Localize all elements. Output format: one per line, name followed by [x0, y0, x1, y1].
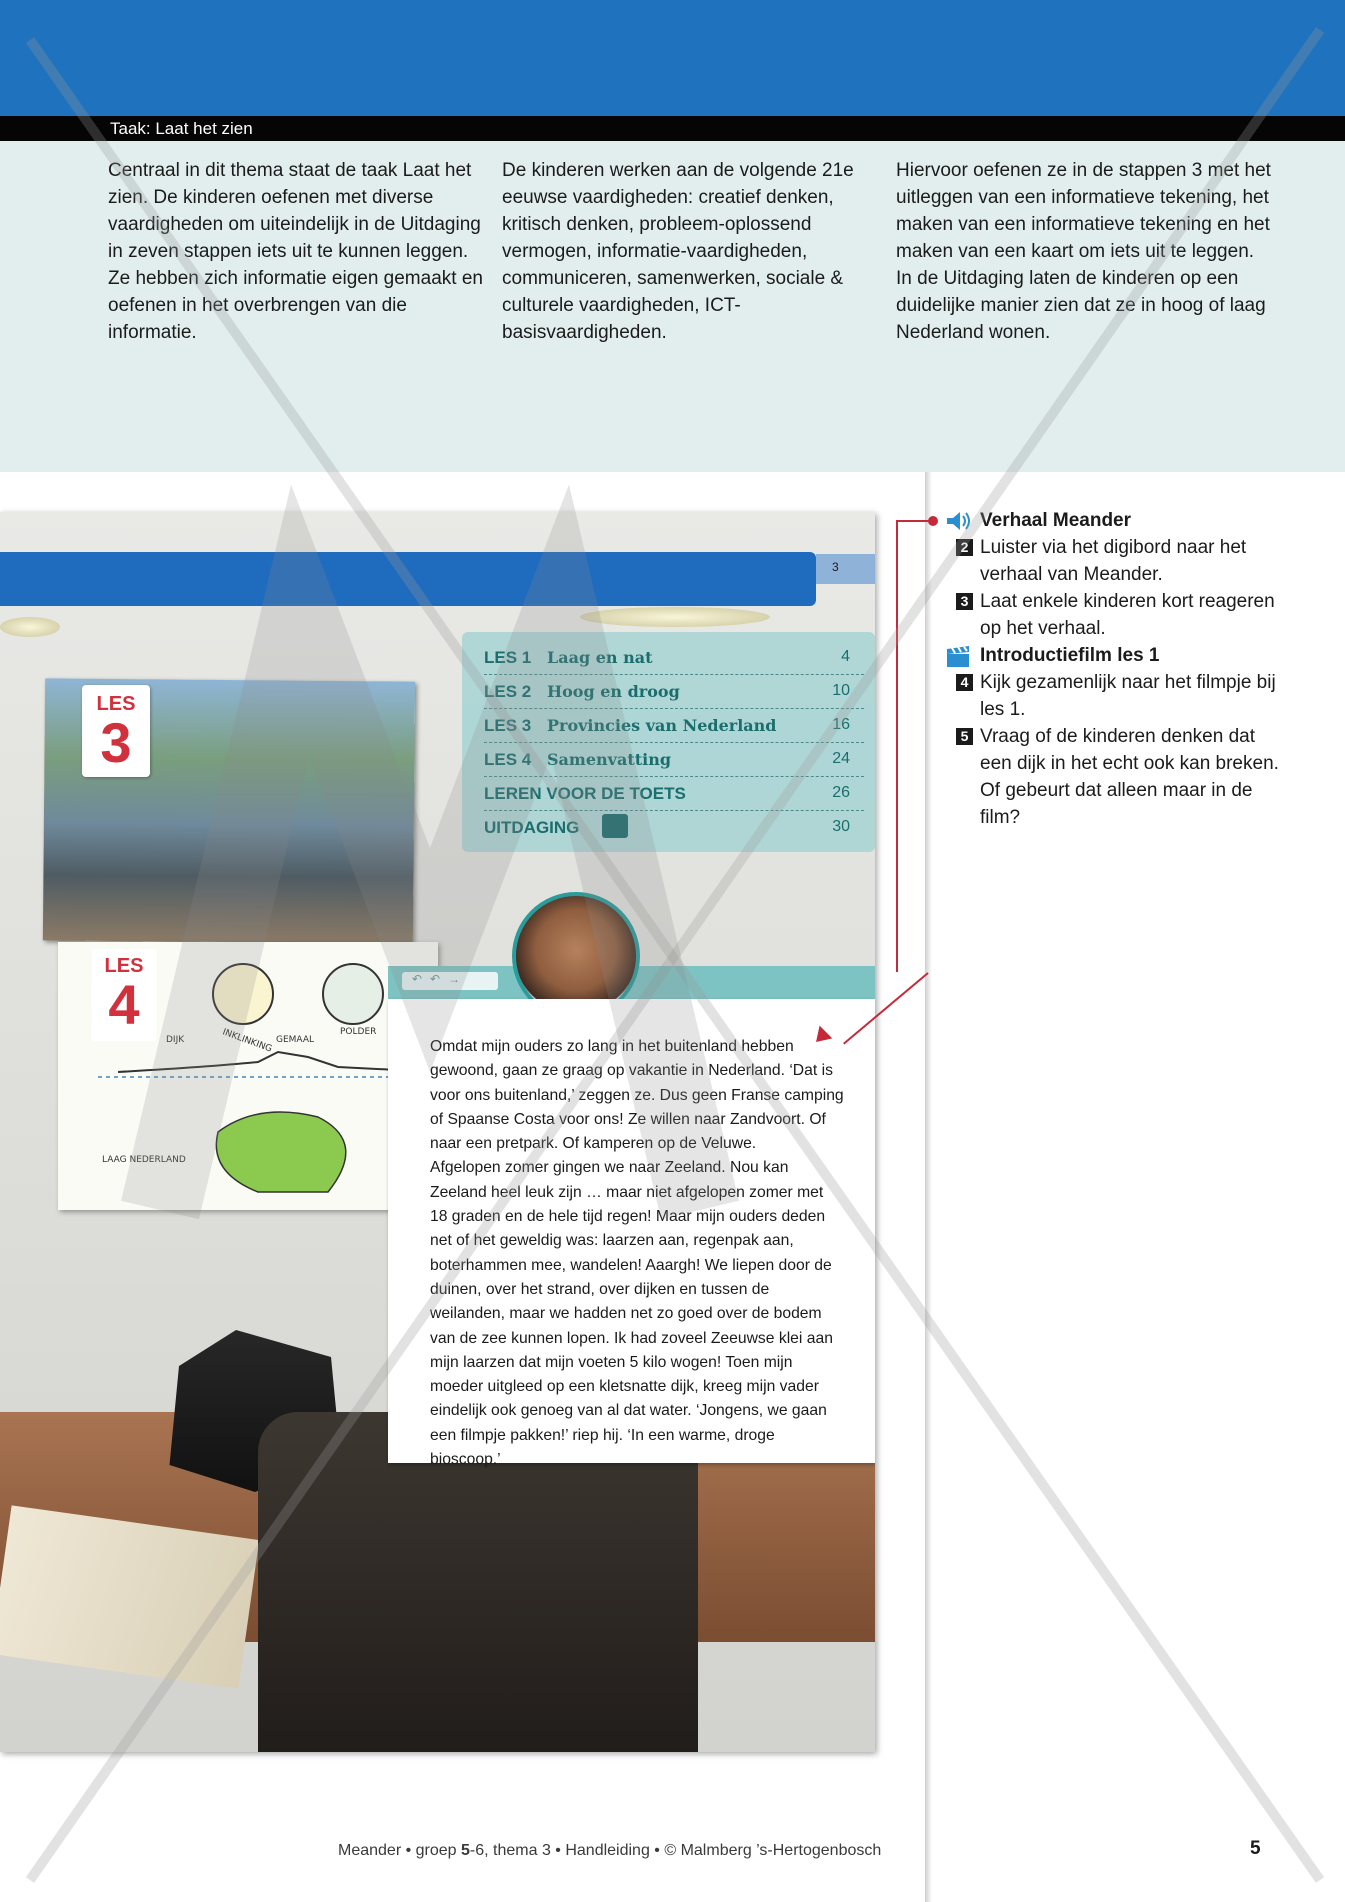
les3-card-number: 3: [100, 711, 132, 774]
toc-row[interactable]: [484, 640, 864, 675]
les4-card-number: 4: [108, 973, 140, 1036]
task-label: Taak: Laat het zien: [110, 119, 253, 138]
toc-page: 24: [832, 750, 850, 767]
toc-label: LES 1: [484, 648, 532, 667]
step-text: Laat enkele kinderen kort reageren op het verhaal.: [980, 591, 1275, 639]
toc-row[interactable]: [484, 742, 864, 777]
heading-verhaal-meander: Verhaal Meander: [980, 510, 1132, 531]
challenge-icon: [602, 814, 628, 838]
table-of-contents: [462, 632, 875, 852]
les3-card: [82, 685, 150, 777]
clapperboard-icon[interactable]: [944, 646, 974, 668]
student-book-page: [0, 512, 875, 1752]
step-number: 4: [956, 674, 973, 691]
book-page-tab: [816, 554, 875, 584]
connector-dot: [928, 516, 938, 526]
step-number: 3: [956, 593, 973, 610]
intro-column-2: De kinderen werken aan de volgende 21e eeuwse vaardigheden: creatief denken, kritisch denken, probleem-oplossend vermogen, informatie-vaardigheden, communiceren, samenwerken, sociale & culturele vaardigheden, ICT-basisvaardigheden.: [502, 160, 854, 343]
toc-page: 10: [832, 682, 850, 699]
les4-card: [92, 949, 156, 1041]
task-bar: [0, 116, 1345, 141]
toc-title: Samenvatting: [547, 750, 672, 769]
toc-page: 4: [841, 648, 850, 665]
toc-label: LEREN VOOR DE TOETS: [484, 784, 686, 803]
toc-label: UITDAGING: [484, 818, 580, 837]
page-number: 5: [1250, 1838, 1261, 1859]
step-text: Luister via het digibord naar het verhaal van Meander.: [980, 537, 1247, 585]
book-header-bar: [0, 552, 816, 606]
step-text: Kijk gezamenlijk naar het filmpje bij les 1.: [980, 672, 1276, 720]
story-card: [388, 999, 875, 1469]
footer-text: Meander • groep 5-6, thema 3 • Handleiding • © Malmberg ’s-Hertogenbosch: [338, 1842, 882, 1859]
toc-title: Hoog en droog: [547, 682, 680, 701]
les3-card-label: LES: [96, 693, 136, 715]
connector-line: [896, 520, 898, 972]
ceiling-lamp: [0, 617, 60, 637]
drawing-label: INKLINKING: [220, 1027, 274, 1055]
story-nav-buttons[interactable]: ↶↶→: [402, 972, 498, 990]
toc-page: 30: [832, 818, 850, 835]
toc-row[interactable]: [484, 674, 864, 709]
story-text: Omdat mijn ouders zo lang in het buitenland hebben gewoond, gaan ze graag op vakantie in Nederland. ‘Dat is voor ons buitenland,’ zeggen ze. Dus geen Franse camping of Spaanse Costa voor ons! Ze willen naar Zandvoort. Of naar een pretpark. Of kamperen op de Veluwe. Afgelopen zomer gingen we naar Zeeland. Nou kan Zeeland heel leuk zijn … maar niet afgelopen zomer met 18 graden en de hele tijd regen! Maar mijn ouders deden net of het geweldig was: laarzen aan, regenpak aan, boterhammen mee, wandelen! Aaargh! We liepen door de duinen, over het strand, over dijken en tussen de weilanden, maar we hadden net zo goed over de bodem van de zee kunnen lopen. Ik had zoveel Zeeuwse klei aan mijn laarzen dat mijn voeten 5 kilo wogen! Toen mijn moeder uitgleed op een kletsnatte dijk, kreeg mijn vader eindelijk ook genoeg van al dat water. ‘Jongens, we gaan een filmpje pakken!’ riep hij. ‘In een warme, droge bioscoop.’: [430, 1038, 844, 1469]
toc-page: 26: [832, 784, 850, 801]
intro-panel: [0, 141, 1345, 472]
page-fold-shadow: [925, 472, 932, 1902]
toc-title: Provincies van Nederland: [547, 716, 777, 735]
drawing-label: DIJK: [166, 1035, 185, 1045]
book-page-number: 3: [832, 560, 839, 574]
heading-introductiefilm: Introductiefilm les 1: [980, 645, 1160, 666]
step-number: 5: [956, 728, 973, 745]
drawing-label: GEMAAL: [276, 1035, 315, 1045]
toc-label: LES 4: [484, 750, 532, 769]
toc-label: LES 2: [484, 682, 532, 701]
speaker-icon[interactable]: [944, 510, 974, 532]
drawing-label: POLDER: [340, 1027, 377, 1037]
toc-title: Laag en nat: [547, 648, 653, 667]
top-band: [0, 0, 1345, 116]
toc-row[interactable]: [484, 708, 864, 743]
toc-page: 16: [832, 716, 850, 733]
toc-label: LES 3: [484, 716, 532, 735]
les4-card-label: LES: [104, 955, 144, 977]
intro-column-3: Hiervoor oefenen ze in de stappen 3 met het uitleggen van een informatieve tekening, het maken van een informatieve tekening en het maken van een kaart om iets uit te leggen. In de Uitdaging laten de kinderen op een duidelijke manier zien dat ze in hoog of laag Nederland wonen.: [896, 160, 1271, 343]
toc-row[interactable]: [484, 776, 864, 811]
toc-row[interactable]: [484, 810, 864, 844]
ceiling-lamp: [580, 607, 770, 627]
drawing-label: LAAG NEDERLAND: [102, 1155, 186, 1165]
step-number: 2: [956, 539, 973, 556]
step-text: Vraag of de kinderen denken dat een dijk in het echt ook kan breken. Of gebeurt dat alleen maar in de film?: [980, 726, 1279, 828]
intro-column-1: Centraal in dit thema staat de taak Laat het zien. De kinderen oefenen met diverse vaardigheden om uiteindelijk in de Uitdaging in zeven stappen iets uit te kunnen leggen. Ze hebben zich informatie eigen gemaakt en oefenen in het overbrengen van die informatie.: [108, 160, 483, 343]
